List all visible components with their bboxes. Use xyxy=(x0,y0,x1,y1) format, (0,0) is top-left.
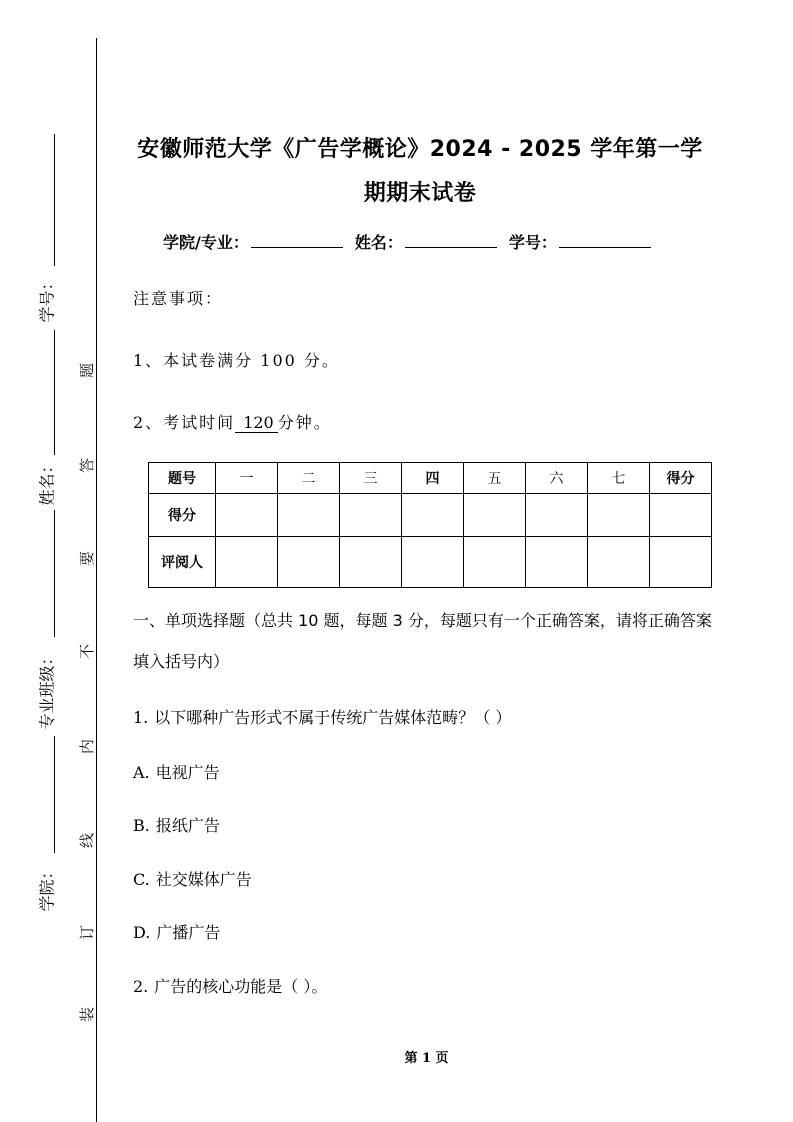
reviewer-cell[interactable] xyxy=(216,537,278,588)
option-d xyxy=(133,920,220,943)
option-text: 社交媒体广告 xyxy=(155,870,252,889)
binding-line xyxy=(96,38,97,1122)
margin-line xyxy=(54,134,55,266)
header-cell: 六 xyxy=(526,463,588,494)
score-cell[interactable] xyxy=(278,494,340,537)
margin-field-name: 姓名： xyxy=(37,457,57,506)
college-major-label: 学院/专业： xyxy=(163,233,249,252)
reviewer-row xyxy=(149,537,712,588)
page-number: 第 1 页 xyxy=(404,1051,449,1066)
score-cell[interactable] xyxy=(216,494,278,537)
question-number: 2. xyxy=(133,977,149,996)
margin-field-class: 专业班级： xyxy=(37,649,57,730)
option-b xyxy=(133,813,220,836)
reviewer-cell[interactable] xyxy=(650,537,712,588)
question-number: 1. xyxy=(133,708,149,727)
option-label: B. xyxy=(133,816,150,835)
option-c xyxy=(133,867,252,890)
note-item-1: 1、本试卷满分 100 分。 xyxy=(133,351,340,370)
reviewer-cell[interactable] xyxy=(340,537,402,588)
question-1 xyxy=(133,705,511,728)
margin-line xyxy=(54,510,55,637)
question-text: 广告的核心功能是（ ）。 xyxy=(154,977,328,996)
row-label: 得分 xyxy=(149,494,216,537)
reviewer-cell[interactable] xyxy=(464,537,526,588)
reviewer-cell[interactable] xyxy=(588,537,650,588)
header-cell: 一 xyxy=(216,463,278,494)
row-label: 评阅人 xyxy=(149,537,216,588)
option-text: 广播广告 xyxy=(156,923,221,942)
option-a xyxy=(133,760,220,783)
score-cell[interactable] xyxy=(526,494,588,537)
question-text: 以下哪种广告形式不属于传统广告媒体范畴？（ ） xyxy=(154,708,512,727)
exam-title-line2: 期期末试卷 xyxy=(363,181,477,206)
header-cell: 得分 xyxy=(650,463,712,494)
student-info-row xyxy=(163,230,663,253)
binding-notice-char: 题 xyxy=(78,362,97,379)
exam-duration-value: 120 xyxy=(235,413,278,433)
note-item-2-prefix: 2、考试时间 xyxy=(133,413,236,432)
college-major-blank[interactable] xyxy=(251,231,343,248)
binding-notice-char: 订 xyxy=(78,924,97,941)
header-cell: 三 xyxy=(340,463,402,494)
score-cell[interactable] xyxy=(464,494,526,537)
header-cell: 七 xyxy=(588,463,650,494)
score-table-header-row xyxy=(149,463,712,494)
margin-line xyxy=(54,330,55,455)
score-cell[interactable] xyxy=(402,494,464,537)
section-heading: 一、单项选择题（总共 10 题，每题 3 分，每题只有一个正确答案，请将正确答案填入括号内） xyxy=(133,611,712,671)
score-table xyxy=(148,462,712,588)
reviewer-cell[interactable] xyxy=(402,537,464,588)
name-label: 姓名： xyxy=(354,233,403,252)
header-cell: 四 xyxy=(402,463,464,494)
binding-notice-char: 答 xyxy=(78,457,97,474)
name-blank[interactable] xyxy=(405,231,497,248)
reviewer-cell[interactable] xyxy=(278,537,340,588)
student-id-blank[interactable] xyxy=(559,231,651,248)
reviewer-cell[interactable] xyxy=(526,537,588,588)
score-row xyxy=(149,494,712,537)
notes-heading: 注意事项： xyxy=(133,289,224,308)
binding-notice-char: 内 xyxy=(78,738,97,755)
score-cell[interactable] xyxy=(340,494,402,537)
header-cell: 五 xyxy=(464,463,526,494)
option-text: 报纸广告 xyxy=(155,816,220,835)
score-cell[interactable] xyxy=(588,494,650,537)
question-2 xyxy=(133,974,327,997)
header-cell: 二 xyxy=(278,463,340,494)
exam-title-line1: 安徽师范大学《广告学概论》2024 - 2025 学年第一学 xyxy=(137,137,703,162)
margin-field-student-id: 学号： xyxy=(37,274,57,323)
binding-notice-char: 线 xyxy=(78,832,97,849)
note-item-2 xyxy=(133,410,332,433)
margin-line xyxy=(54,736,55,853)
binding-notice-char: 装 xyxy=(78,1006,97,1023)
binding-notice-char: 要 xyxy=(78,550,97,567)
option-text: 电视广告 xyxy=(155,763,220,782)
option-label: D. xyxy=(133,923,151,942)
option-label: C. xyxy=(133,870,150,889)
header-cell: 题号 xyxy=(149,463,216,494)
score-cell[interactable] xyxy=(650,494,712,537)
note-item-2-suffix: 分钟。 xyxy=(277,413,332,432)
binding-notice-char: 不 xyxy=(78,643,97,660)
margin-field-college: 学院： xyxy=(37,863,57,912)
student-id-label: 学号： xyxy=(508,233,557,252)
option-label: A. xyxy=(133,763,150,782)
